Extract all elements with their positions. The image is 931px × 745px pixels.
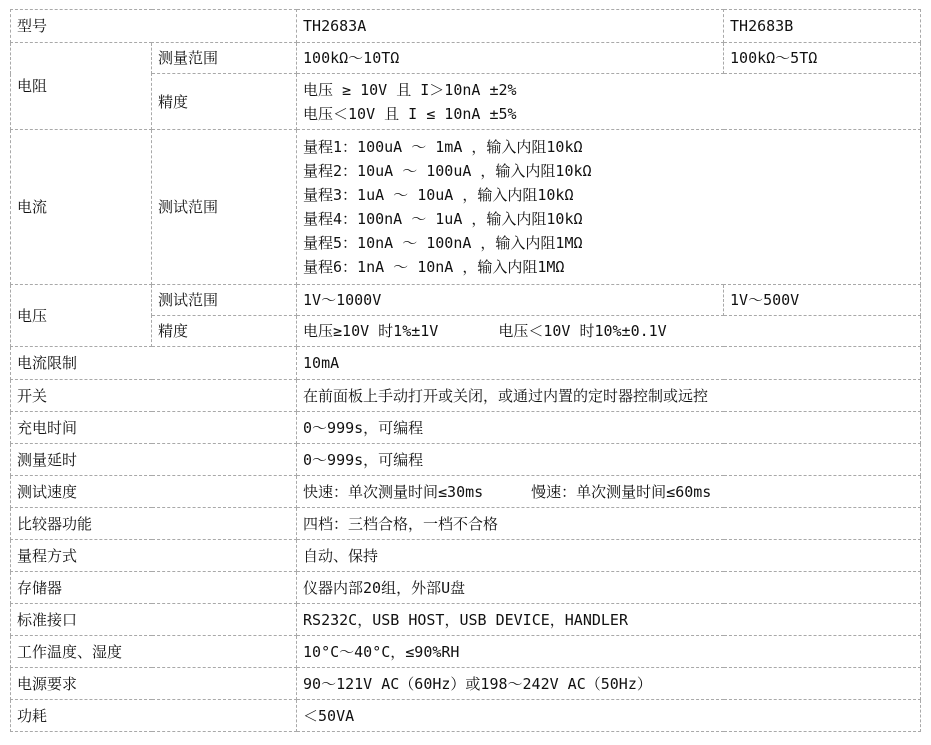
row-power-consumption [11, 700, 921, 732]
voltage-accuracy-label: 精度 [152, 316, 297, 347]
row-voltage-range [11, 285, 921, 316]
row-charge-time [11, 412, 921, 444]
test-speed-value [297, 476, 921, 508]
current-range-value [297, 130, 921, 285]
range-mode-value: 自动、保持 [297, 540, 921, 572]
row-range-mode [11, 540, 921, 572]
current-label: 电流 [11, 130, 152, 285]
environment-label: 工作温度、湿度 [11, 636, 297, 668]
current-range-label: 测试范围 [152, 130, 297, 285]
switch-value: 在前面板上手动打开或关闭，或通过内置的定时器控制或远控 [297, 380, 921, 412]
resistance-range-b: 100kΩ～5TΩ [724, 43, 921, 74]
charge-time-value: 0～999s，可编程 [297, 412, 921, 444]
resistance-accuracy-line-1: 电压 ≥ 10V 且 I＞10nA ±2% [303, 80, 517, 99]
resistance-accuracy-line-2: 电压＜10V 且 I ≤ 10nA ±5% [303, 104, 517, 123]
row-test-speed [11, 476, 921, 508]
test-speed-label: 测试速度 [11, 476, 297, 508]
power-supply-label: 电源要求 [11, 668, 297, 700]
row-power-supply [11, 668, 921, 700]
current-limit-label: 电流限制 [11, 347, 297, 380]
current-range-line: 量程5：10nA ～ 100nA ，输入内阻1MΩ [303, 234, 583, 252]
environment-value: 10°C～40°C，≤90%RH [297, 636, 921, 668]
resistance-range-label: 测量范围 [152, 43, 297, 74]
test-speed-slow: 慢速：单次测量时间≤60ms [531, 482, 712, 501]
storage-label: 存储器 [11, 572, 297, 604]
row-environment [11, 636, 921, 668]
interface-value: RS232C，USB HOST，USB DEVICE，HANDLER [297, 604, 921, 636]
power-supply-value: 90～121V AC（60Hz）或198～242V AC（50Hz） [297, 668, 921, 700]
model-a: TH2683A [297, 10, 724, 43]
row-current [11, 130, 921, 285]
voltage-range-b: 1V～500V [724, 285, 921, 316]
voltage-accuracy-low: 电压＜10V 时10%±0.1V [498, 322, 667, 340]
resistance-accuracy-label: 精度 [152, 74, 297, 130]
range-mode-label: 量程方式 [11, 540, 297, 572]
model-b: TH2683B [724, 10, 921, 43]
voltage-accuracy-high: 电压≥10V 时1%±1V [303, 322, 439, 340]
resistance-label: 电阻 [11, 43, 152, 130]
resistance-range-a: 100kΩ～10TΩ [297, 43, 724, 74]
row-model [11, 10, 921, 43]
comparator-value: 四档：三档合格，一档不合格 [297, 508, 921, 540]
row-resistance-range [11, 43, 921, 74]
current-range-line: 量程6：1nA ～ 10nA ，输入内阻1MΩ [303, 258, 565, 276]
test-speed-fast: 快速：单次测量时间≤30ms [303, 482, 484, 501]
current-limit-value: 10mA [297, 347, 921, 380]
current-range-line: 量程1：100uA ～ 1mA ，输入内阻10kΩ [303, 138, 583, 156]
spec-table [10, 9, 921, 732]
voltage-label: 电压 [11, 285, 152, 347]
row-switch [11, 380, 921, 412]
row-measure-delay [11, 444, 921, 476]
measure-delay-value: 0～999s，可编程 [297, 444, 921, 476]
voltage-range-label: 测试范围 [152, 285, 297, 316]
storage-value: 仪器内部20组，外部U盘 [297, 572, 921, 604]
interface-label: 标准接口 [11, 604, 297, 636]
comparator-label: 比较器功能 [11, 508, 297, 540]
voltage-range-a: 1V～1000V [297, 285, 724, 316]
power-consumption-label: 功耗 [11, 700, 297, 732]
resistance-accuracy-value [297, 74, 921, 130]
row-current-limit [11, 347, 921, 380]
current-range-line: 量程2：10uA ～ 100uA ，输入内阻10kΩ [303, 162, 592, 180]
current-range-line: 量程3：1uA ～ 10uA ，输入内阻10kΩ [303, 186, 574, 204]
measure-delay-label: 测量延时 [11, 444, 297, 476]
model-label: 型号 [11, 10, 297, 43]
row-interface [11, 604, 921, 636]
switch-label: 开关 [11, 380, 297, 412]
current-range-line: 量程4：100nA ～ 1uA ，输入内阻10kΩ [303, 210, 583, 228]
power-consumption-value: ＜50VA [297, 700, 921, 732]
voltage-accuracy-value [297, 316, 921, 347]
row-storage [11, 572, 921, 604]
charge-time-label: 充电时间 [11, 412, 297, 444]
row-comparator [11, 508, 921, 540]
